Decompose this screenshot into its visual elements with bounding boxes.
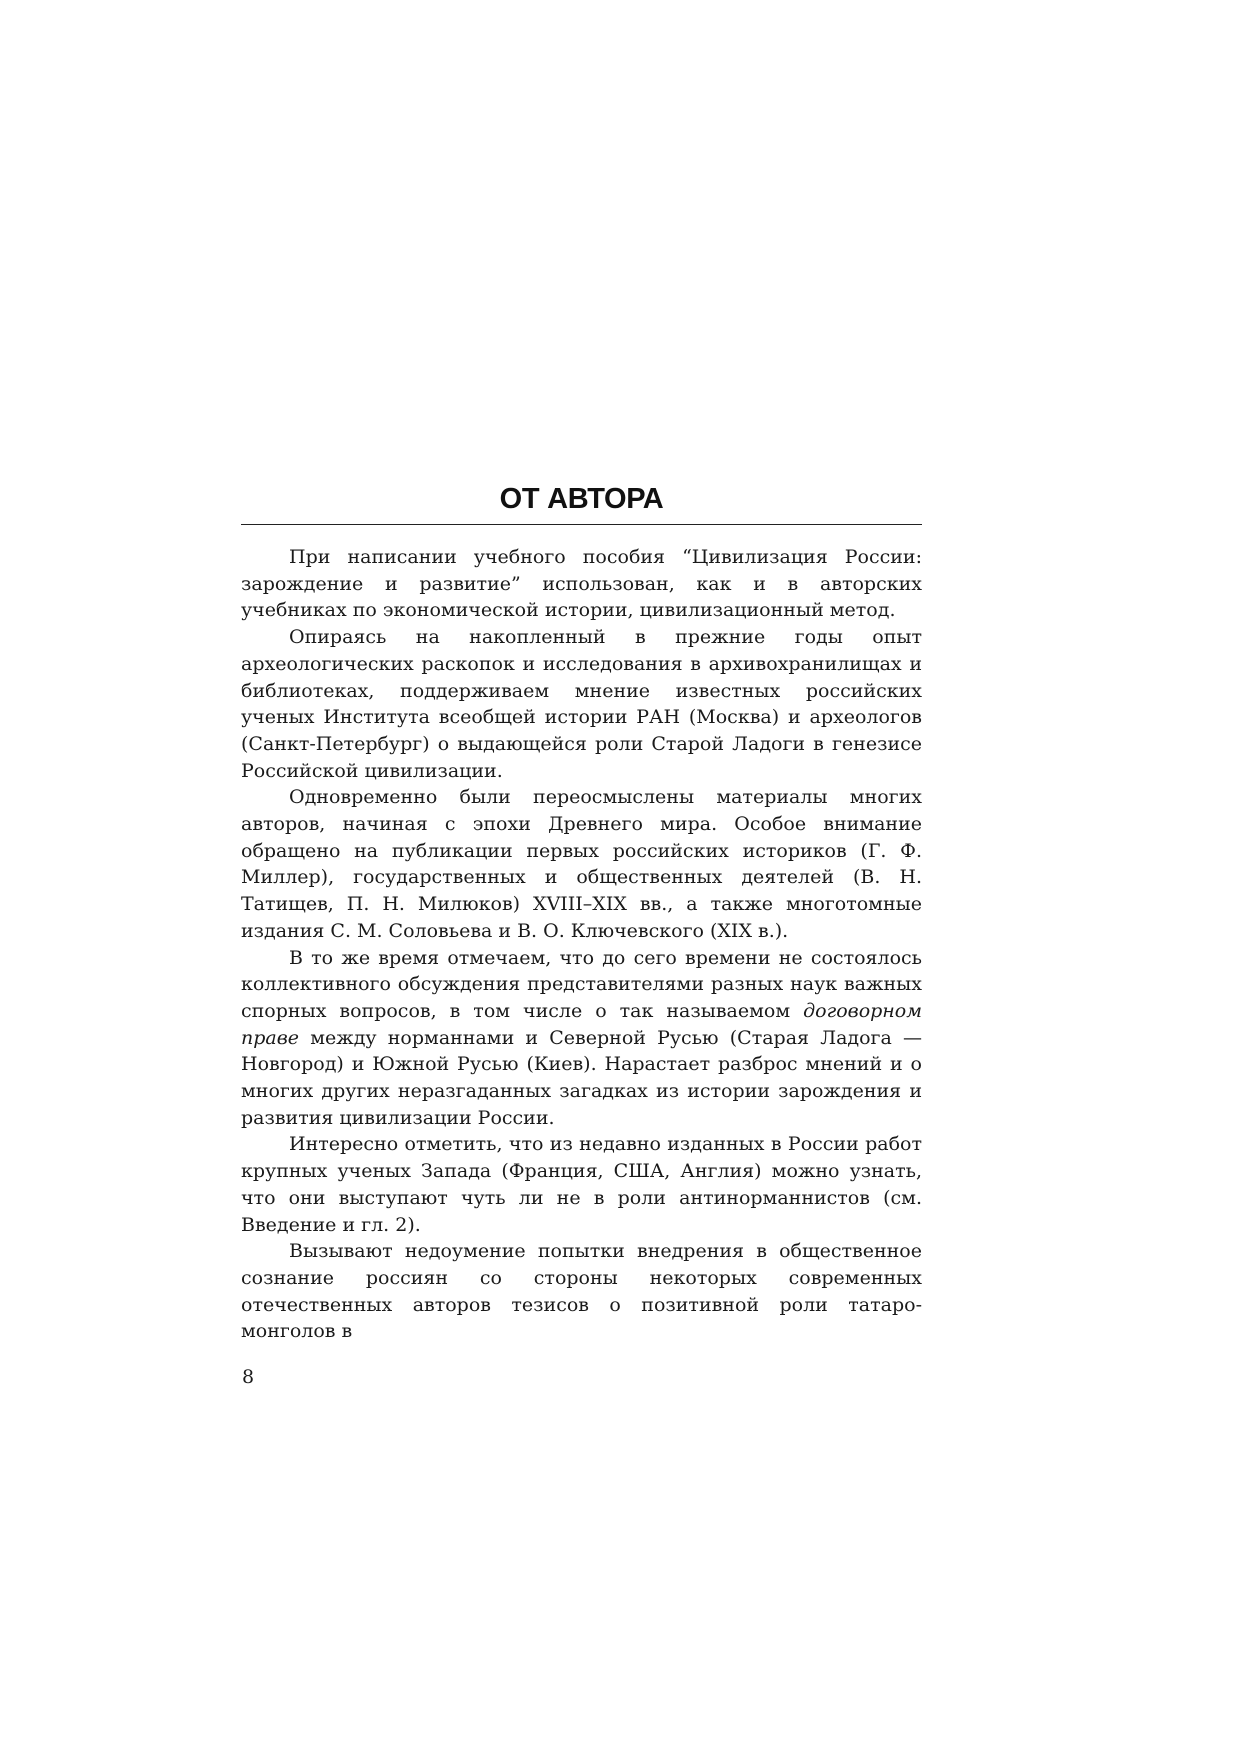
paragraph-6: Вызывают недоумение попытки внедрения в общественное сознание россиян со стороны некоторых современных отечественных авторов тезисов о позитивной роли татаро-монголов в: [241, 1240, 922, 1343]
paragraph-2: Опираясь на накопленный в прежние годы опыт археологических раскопок и исследования в архивохранилищах и библиотеках, поддерживаем мнение известных российских ученых Института всеобщей истории РАН (Москва) и археологов (Санкт-Петербург) о выдающейся роли Старой Ладоги в генезисе Российской цивилизации.: [241, 626, 922, 782]
chapter-heading: ОТ АВТОРА: [499, 483, 664, 515]
paragraph-5: Интересно отметить, что из недавно изданных в России работ крупных ученых Запада (Франция, США, Англия) можно узнать, что они выступают чуть ли не в роли антинорманнистов (см. Введение и гл. 2).: [241, 1133, 922, 1236]
paragraph-4: [241, 945, 922, 1132]
paragraph-3: Одновременно были переосмыслены материалы многих авторов, начиная с эпохи Древнего мира. Особое внимание обращено на публикации первых российских историков (Г. Ф. Миллер), государственных и общественных деятелей (В. Н. Татищев, П. Н. Милюков) XVIII–XIX вв., а также многотомные издания С. М. Соловьева и В. О. Ключевского (XIX в.).: [241, 786, 922, 942]
heading-rule: [241, 524, 922, 525]
paragraph-1: При написании учебного пособия “Цивилизация России: зарождение и развитие” использован, как и в авторских учебниках по экономической истории, цивилизационный метод.: [241, 546, 922, 622]
paragraph-4-part-2: между норманнами и Северной Русью (Старая Ладога — Новгород) и Южной Русью (Киев). Нарастает разброс мнений и о многих других неразгаданных загадках из истории зарождения и развития цивилизации России.: [241, 1026, 922, 1129]
paragraph-4-part-1: В то же время отмечаем, что до сего времени не состоялось коллективного обсуждения представителями разных наук важных спорных вопросов, в том числе о так называемом: [241, 946, 922, 1022]
paragraph-4-emphasis: договорном праве: [241, 999, 922, 1049]
chapter-heading-block: [241, 478, 922, 520]
page-number: 8: [242, 1366, 255, 1388]
body-text: [241, 544, 922, 1345]
